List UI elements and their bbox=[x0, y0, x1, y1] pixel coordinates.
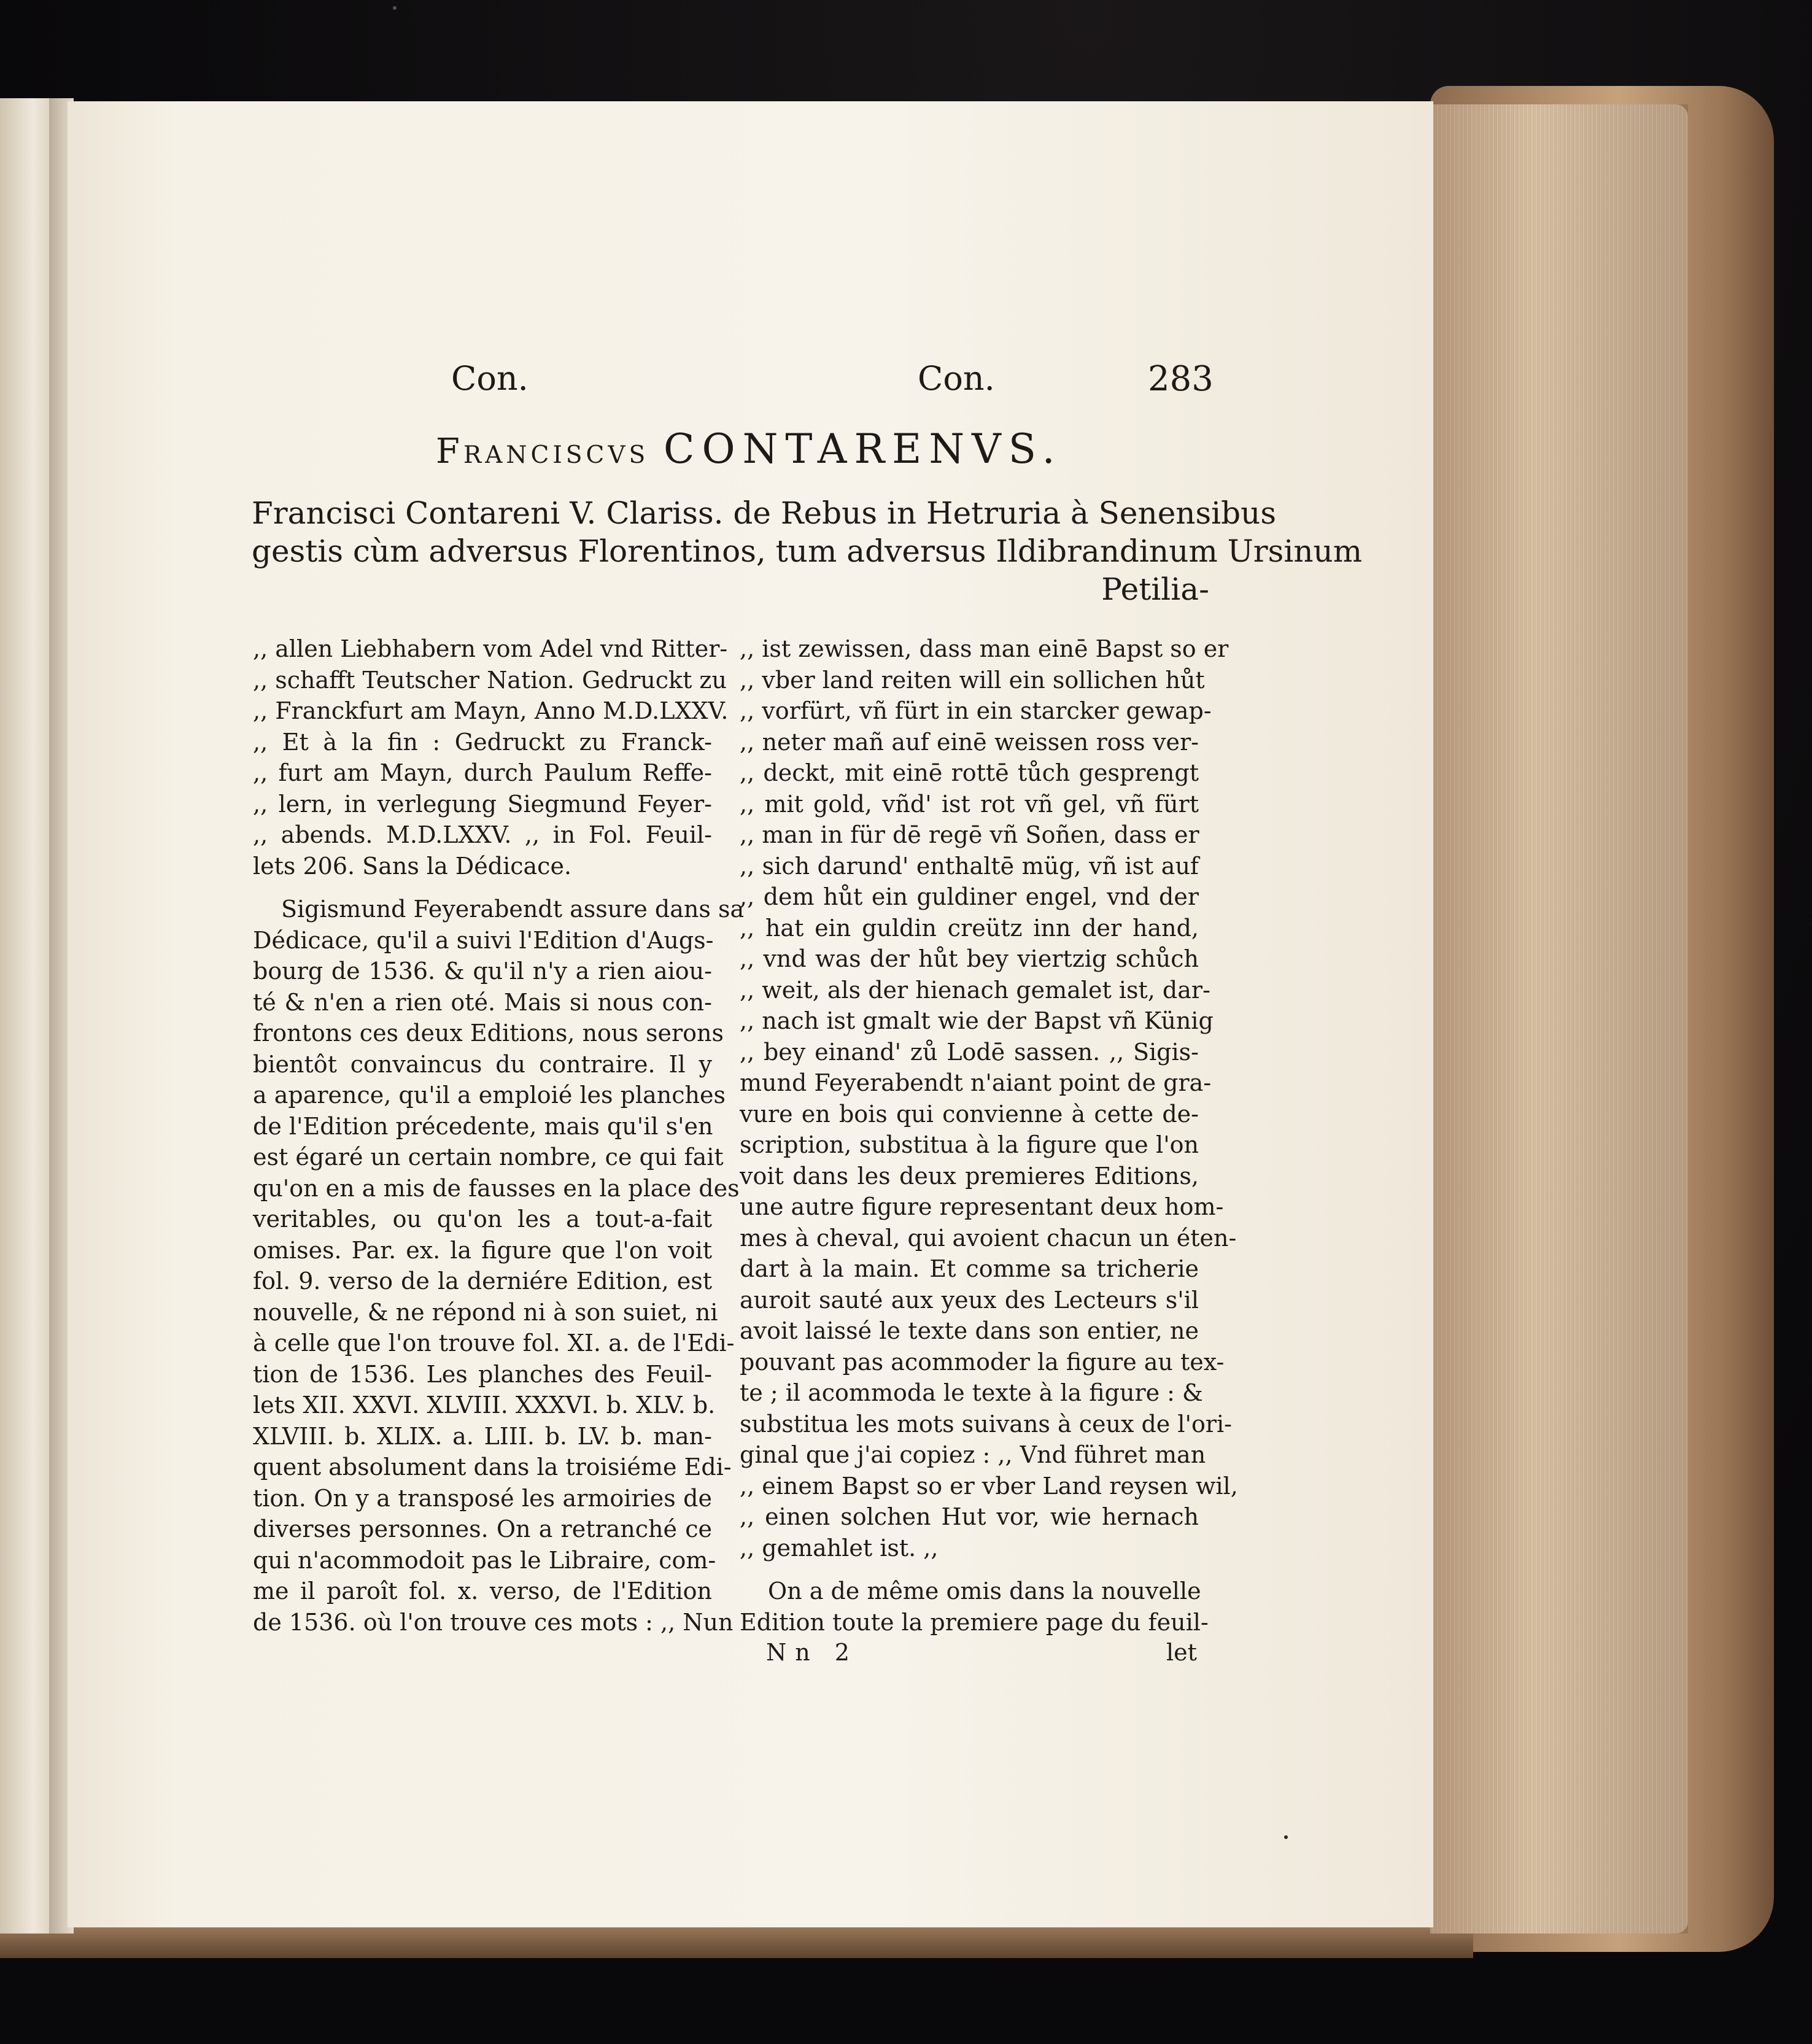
text-line: ,, einen solchen Hut vor, wie hernach bbox=[740, 1503, 1199, 1530]
text-line: ,, man in für dē regē vñ Soñen, dass er bbox=[740, 821, 1199, 848]
text-line: Sigismund Feyerabendt assure dans sa bbox=[281, 896, 745, 923]
page-number: 283 bbox=[1148, 359, 1214, 399]
text-line: substitua les mots suivans à ceux de l'ori- bbox=[740, 1410, 1233, 1438]
text-line: mes à cheval, qui avoient chacun un éten- bbox=[740, 1224, 1237, 1252]
text-line: voit dans les deux premieres Editions, bbox=[740, 1162, 1199, 1190]
text-line: qui n'acommodoit pas le Libraire, com- bbox=[253, 1546, 716, 1574]
text-line: ,, schafft Teutscher Nation. Gedruckt zu bbox=[253, 666, 727, 694]
text-line: tion. On y a transposé les armoiries de bbox=[253, 1484, 712, 1512]
text-line: ,, furt am Mayn, durch Paulum Reffe- bbox=[253, 759, 712, 786]
text-line: bientôt convaincus du contraire. Il y bbox=[253, 1050, 712, 1078]
text-line: bourg de 1536. & qu'il n'y a rien aiou- bbox=[253, 958, 712, 985]
text-line: ,, allen Liebhabern vom Adel vnd Ritter- bbox=[253, 635, 728, 662]
text-line: ,, deckt, mit einē rottē tůch gesprengt bbox=[740, 759, 1199, 786]
text-line: veritables, ou qu'on les a tout-a-fait bbox=[253, 1206, 712, 1233]
text-line: XLVIII. b. XLIX. a. LIII. b. LV. b. man- bbox=[253, 1422, 712, 1450]
text-line: Dédicace, qu'il a suivi l'Edition d'Augs- bbox=[253, 926, 714, 954]
text-line: lets XII. XXVI. XLVIII. XXXVI. b. XLV. b. bbox=[253, 1392, 716, 1419]
text-line: ,, dem hůt ein guldiner engel, vnd der bbox=[740, 883, 1199, 910]
entry-heading bbox=[252, 494, 1363, 608]
text-line: vure en bois qui convienne à cette de- bbox=[740, 1100, 1199, 1128]
text-line: pouvant pas acommoder la figure au tex- bbox=[740, 1348, 1225, 1376]
text-line: diverses personnes. On a retranché ce bbox=[253, 1516, 712, 1543]
text-line: ,, vber land reiten will ein sollichen hůt bbox=[740, 666, 1205, 694]
facing-page-edge bbox=[0, 98, 55, 1934]
catchword: let bbox=[1166, 1639, 1197, 1666]
text-line: ,, Et à la fin : Gedruckt zu Franck- bbox=[253, 728, 712, 756]
text-line: ginal que j'ai copiez : ,, Vnd führet man bbox=[740, 1441, 1206, 1468]
text-line: ,, einem Bapst so er vber Land reysen wil, bbox=[740, 1472, 1238, 1500]
left-column bbox=[253, 633, 745, 1638]
text-line: à celle que l'on trouve fol. XI. a. de l'Edi- bbox=[253, 1330, 735, 1357]
page bbox=[68, 101, 1433, 1927]
running-head-left: Con. bbox=[451, 359, 528, 398]
ink-speck bbox=[1284, 1835, 1288, 1839]
text-line: scription, substitua à la figure que l'on bbox=[740, 1131, 1199, 1158]
text-line: nouvelle, & ne répond ni à son suiet, ni bbox=[253, 1298, 718, 1326]
text-line: ,, hat ein guldin creütz inn der hand, bbox=[740, 914, 1199, 942]
text-line: frontons ces deux Editions, nous serons bbox=[253, 1020, 724, 1047]
text-line: On a de même omis dans la nouvelle bbox=[768, 1578, 1201, 1605]
entry-heading-line: Francisci Contareni V. Clariss. de Rebus in Hetruria à Senensibus bbox=[252, 495, 1277, 531]
text-line: mund Feyerabendt n'aiant point de gra- bbox=[740, 1069, 1212, 1096]
text-line: ,, nach ist gmalt wie der Bapst vñ Künig bbox=[740, 1007, 1214, 1034]
text-line: quent absolument dans la troisiéme Edi- bbox=[253, 1454, 732, 1481]
text-line: a aparence, qu'il a emploié les planches bbox=[253, 1082, 726, 1109]
text-line: lets 206. Sans la Dédicace. bbox=[253, 852, 572, 880]
entry-heading-line: Petilia- bbox=[1101, 571, 1209, 607]
text-line: fol. 9. verso de la derniére Edition, est bbox=[253, 1268, 712, 1295]
text-line: est égaré un certain nombre, ce qui fait bbox=[253, 1144, 724, 1171]
entry-heading-line: gestis cùm adversus Florentinos, tum adversus Ildibrandinum Ursinum bbox=[252, 533, 1363, 569]
entry-title-prefix: Franciscvs bbox=[436, 432, 649, 471]
text-line: te ; il acommoda le texte à la figure : & bbox=[740, 1379, 1203, 1406]
text-line: ,, weit, als der hienach gemalet ist, dar- bbox=[740, 976, 1210, 1004]
text-line: de l'Edition précedente, mais qu'il s'en bbox=[253, 1112, 713, 1140]
text-line: une autre figure representant deux hom- bbox=[740, 1193, 1224, 1220]
text-line: qu'on en a mis de fausses en la place des bbox=[253, 1174, 740, 1202]
text-line: de 1536. où l'on trouve ces mots : ,, Nun bbox=[253, 1608, 734, 1636]
dust-speck bbox=[393, 6, 397, 10]
entry-title-main: CONTARENVS. bbox=[664, 425, 1063, 473]
text-line: dart à la main. Et comme sa tricherie bbox=[740, 1255, 1199, 1282]
text-line: ,, neter mañ auf einē weissen ross ver- bbox=[740, 728, 1199, 756]
right-column bbox=[740, 633, 1238, 1638]
running-head-center: Con. bbox=[918, 359, 995, 398]
text-line: ,, gemahlet ist. ,, bbox=[740, 1534, 939, 1562]
text-line: auroit sauté aux yeux des Lecteurs s'il bbox=[740, 1286, 1199, 1314]
page-edges-shade bbox=[1430, 104, 1688, 1934]
entry-title bbox=[436, 425, 1063, 473]
text-line: omises. Par. ex. la figure que l'on voit bbox=[253, 1236, 712, 1264]
text-line: avoit laissé le texte dans son entier, ne bbox=[740, 1317, 1199, 1344]
text-line: Edition toute la premiere page du feuil- bbox=[740, 1608, 1209, 1636]
signature-mark: Nn 2 bbox=[766, 1639, 858, 1666]
text-line: ,, bey einand' zů Lodē sassen. ,, Sigis- bbox=[740, 1038, 1199, 1066]
text-line: té & n'en a rien oté. Mais si nous con- bbox=[253, 988, 712, 1016]
text-line: tion de 1536. Les planches des Feuil- bbox=[253, 1360, 712, 1388]
text-line: ,, lern, in verlegung Siegmund Feyer- bbox=[253, 790, 712, 818]
text-line: me il paroît fol. x. verso, de l'Edition bbox=[253, 1578, 712, 1605]
text-line: ,, vorfürt, vñ fürt in ein starcker gewap- bbox=[740, 697, 1212, 724]
text-line: ,, ist zewissen, dass man einē Bapst so er bbox=[740, 635, 1229, 662]
text-line: ,, Franckfurt am Mayn, Anno M.D.LXXV. bbox=[253, 697, 729, 724]
text-line: ,, vnd was der hůt bey viertzig schůch bbox=[740, 945, 1199, 972]
text-line: ,, sich darund' enthaltē müg, vñ ist auf bbox=[740, 852, 1199, 880]
text-line: ,, mit gold, vñd' ist rot vñ gel, vñ fürt bbox=[740, 790, 1199, 818]
text-line: ,, abends. M.D.LXXV. ,, in Fol. Feuil- bbox=[253, 821, 712, 848]
